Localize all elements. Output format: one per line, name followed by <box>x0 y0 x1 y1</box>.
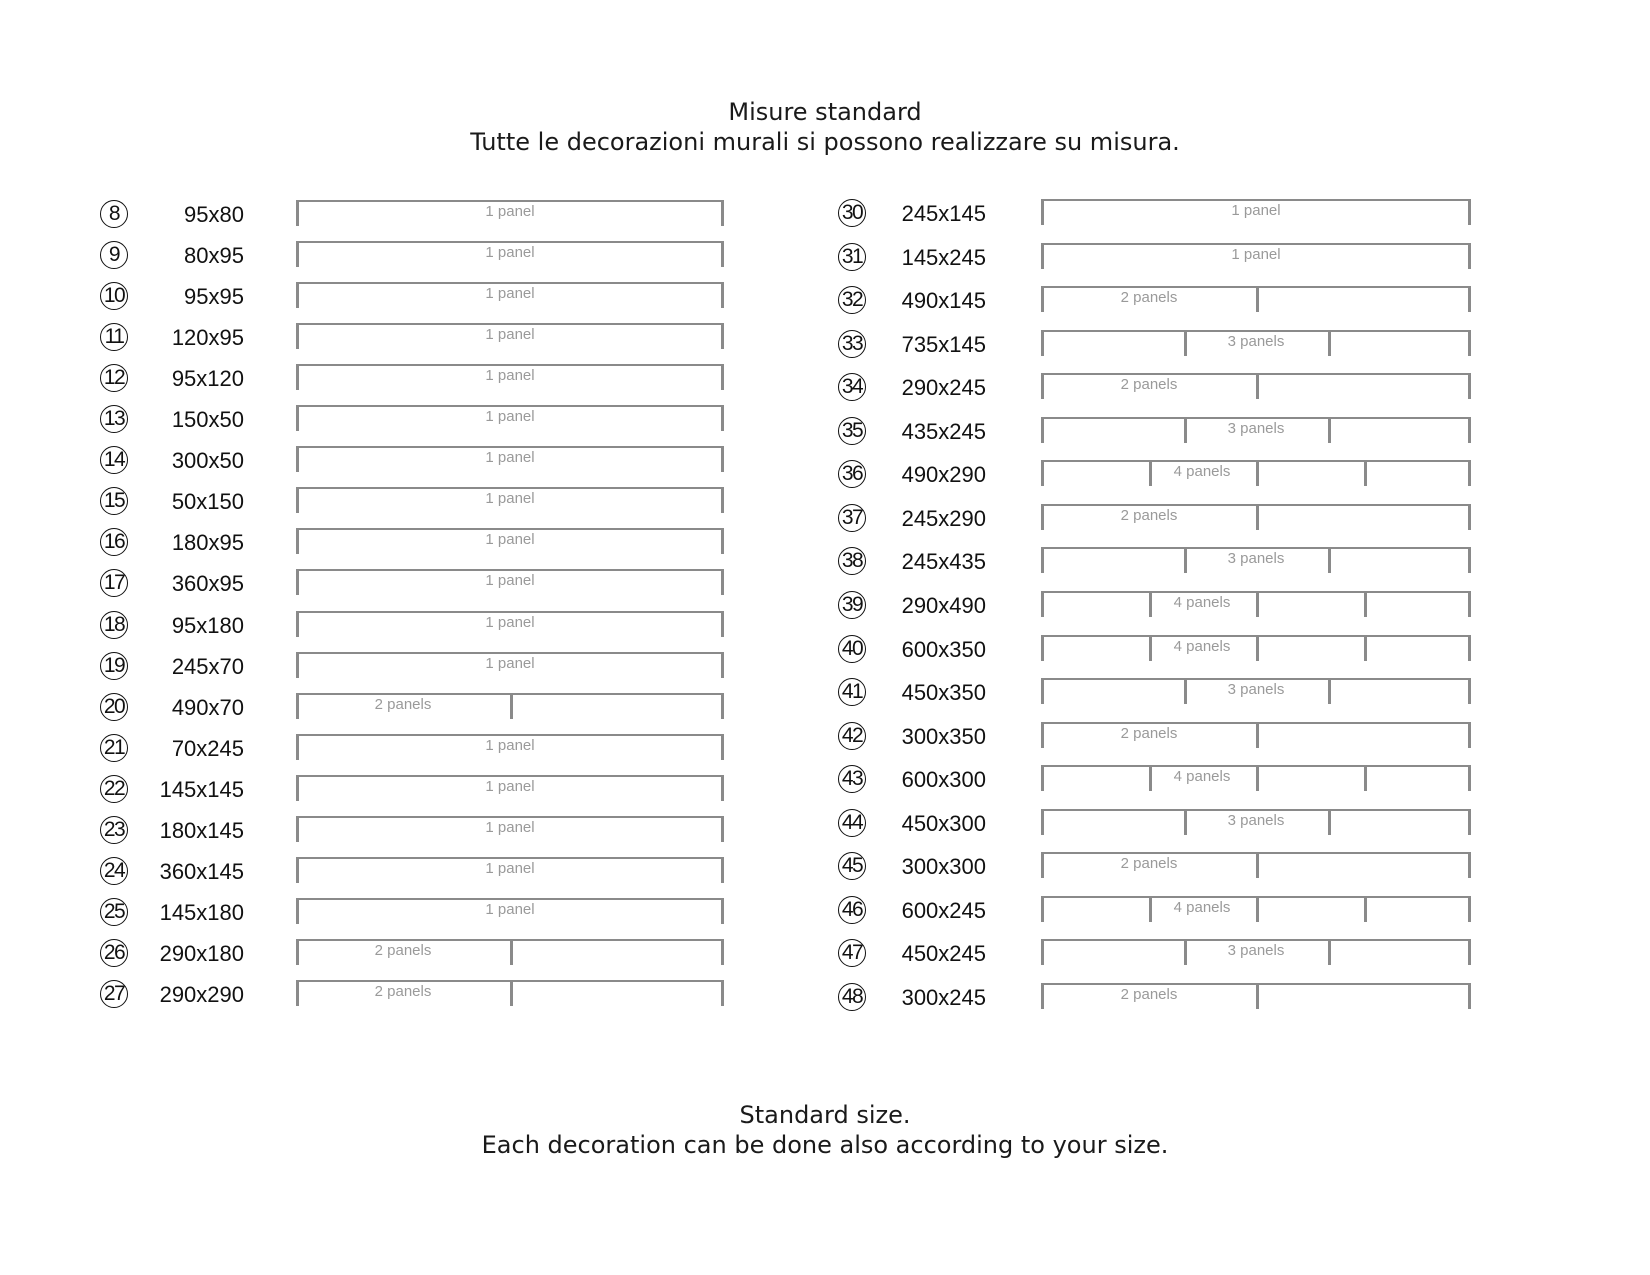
panel-count-label: 4 panels <box>1173 637 1231 655</box>
panel-count-label: 4 panels <box>1173 593 1231 611</box>
size-row <box>0 722 1650 752</box>
item-number-badge: 31 <box>838 243 866 271</box>
panel-count-label: 3 panels <box>1227 681 1285 699</box>
item-number-badge: 22 <box>100 775 128 803</box>
panel-divider <box>1468 809 1471 835</box>
panel-divider <box>1468 199 1471 225</box>
item-number-badge: 40 <box>838 635 866 663</box>
panel-diagram <box>1041 939 1471 965</box>
panel-count-label: 1 panel <box>485 449 535 467</box>
size-row <box>0 373 1650 403</box>
item-number-badge: 48 <box>838 983 866 1011</box>
panel-divider <box>1256 373 1259 399</box>
item-number-badge: 43 <box>838 765 866 793</box>
size-row <box>0 809 1650 839</box>
panel-divider <box>1256 460 1259 486</box>
panel-divider <box>1468 330 1471 356</box>
item-number-badge: 42 <box>838 722 866 750</box>
panel-top-line <box>1041 678 1471 680</box>
item-number-badge: 11 <box>100 323 128 351</box>
panel-divider <box>1041 591 1044 617</box>
panel-divider <box>1468 635 1471 661</box>
panel-count-label: 1 panel <box>1231 245 1281 263</box>
panel-divider <box>1041 330 1044 356</box>
panel-divider <box>1149 765 1152 791</box>
panel-divider <box>1256 983 1259 1009</box>
panel-count-label: 4 panels <box>1173 768 1231 786</box>
size-label: 245x435 <box>901 549 986 575</box>
panel-count-label: 4 panels <box>1173 898 1231 916</box>
panel-top-line <box>1041 809 1471 811</box>
panel-divider <box>1468 765 1471 791</box>
panel-divider <box>1328 678 1331 704</box>
footer-title: Standard size. <box>739 1101 911 1129</box>
panel-top-line <box>1041 417 1471 419</box>
panel-divider <box>1041 678 1044 704</box>
panel-divider <box>1364 591 1367 617</box>
item-number-badge: 46 <box>838 896 866 924</box>
size-row <box>0 765 1650 795</box>
item-number-badge: 8 <box>100 200 128 228</box>
panel-count-label: 1 panel <box>485 736 535 754</box>
item-number-badge: 38 <box>838 547 866 575</box>
panel-diagram <box>1041 504 1471 530</box>
panel-divider <box>1256 635 1259 661</box>
item-number-badge: 32 <box>838 286 866 314</box>
item-number-badge: 45 <box>838 852 866 880</box>
panel-count-label: 2 panels <box>1120 985 1178 1003</box>
panel-divider <box>1364 896 1367 922</box>
panel-divider <box>1256 896 1259 922</box>
panel-divider <box>1041 373 1044 399</box>
item-number-badge: 23 <box>100 816 128 844</box>
panel-divider <box>1041 199 1044 225</box>
size-label: 120x95 <box>171 325 244 351</box>
panel-top-line <box>296 282 724 284</box>
panel-divider <box>1328 547 1331 573</box>
panel-diagram <box>1041 243 1471 269</box>
panel-divider <box>1041 460 1044 486</box>
item-number-badge: 16 <box>100 528 128 556</box>
size-label: 80x95 <box>184 243 244 269</box>
header-subtitle: Tutte le decorazioni murali si possono realizzare su misura. <box>470 128 1180 156</box>
panel-count-label: 1 panel <box>485 490 535 508</box>
size-row <box>0 983 1650 1013</box>
panel-count-label: 1 panel <box>1231 202 1281 219</box>
panel-count-label: 1 panel <box>485 244 535 262</box>
size-label: 95x180 <box>171 612 244 638</box>
panel-diagram <box>1041 852 1471 878</box>
size-label: 290x490 <box>901 592 986 618</box>
item-number-badge: 12 <box>100 364 128 392</box>
item-number-badge: 26 <box>100 939 128 967</box>
panel-count-label: 2 panels <box>1120 724 1178 742</box>
panel-top-line <box>1041 547 1471 549</box>
panel-top-line <box>296 323 724 325</box>
panel-count-label: 2 panels <box>374 941 432 959</box>
panel-count-label: 2 panels <box>1120 506 1178 524</box>
panel-divider <box>1468 286 1471 312</box>
panel-divider <box>1041 635 1044 661</box>
panel-divider <box>1256 591 1259 617</box>
size-label: 290x290 <box>159 981 244 1007</box>
panel-count-label: 1 panel <box>485 367 535 385</box>
item-number-badge: 20 <box>100 693 128 721</box>
panel-divider <box>1256 765 1259 791</box>
panel-divider <box>1468 373 1471 399</box>
panel-divider <box>1149 635 1152 661</box>
size-label: 50x150 <box>171 489 244 515</box>
panel-count-label: 1 panel <box>485 572 535 590</box>
panel-divider <box>1468 896 1471 922</box>
panel-divider <box>1468 678 1471 704</box>
panel-divider <box>1328 417 1331 443</box>
panel-diagram <box>1041 547 1471 573</box>
panel-divider <box>1328 809 1331 835</box>
item-number-badge: 14 <box>100 446 128 474</box>
size-label: 600x350 <box>901 636 986 662</box>
panel-count-label: 2 panels <box>1120 289 1178 307</box>
size-label: 145x145 <box>159 776 244 802</box>
size-row <box>0 243 1650 273</box>
panel-diagram <box>1041 809 1471 835</box>
item-number-badge: 25 <box>100 898 128 926</box>
item-number-badge: 33 <box>838 330 866 358</box>
size-row <box>0 417 1650 447</box>
item-number-badge: 21 <box>100 734 128 762</box>
size-row <box>0 939 1650 969</box>
size-row <box>0 896 1650 926</box>
panel-divider <box>1184 678 1187 704</box>
size-label: 360x95 <box>171 571 244 597</box>
panel-divider <box>1256 286 1259 312</box>
item-number-badge: 19 <box>100 652 128 680</box>
panel-count-label: 1 panel <box>485 203 535 220</box>
panel-diagram <box>1041 460 1471 486</box>
panel-divider <box>1328 330 1331 356</box>
panel-divider <box>1256 504 1259 530</box>
size-label: 600x245 <box>901 897 986 923</box>
page-header <box>0 97 1650 157</box>
item-number-badge: 9 <box>100 241 128 269</box>
size-label: 600x300 <box>901 767 986 793</box>
panel-top-line <box>1041 330 1471 332</box>
panel-divider <box>1149 460 1152 486</box>
panel-divider <box>1468 852 1471 878</box>
item-number-badge: 15 <box>100 487 128 515</box>
size-label: 300x50 <box>171 448 244 474</box>
panel-divider <box>1184 330 1187 356</box>
panel-divider <box>1041 983 1044 1009</box>
panel-diagram <box>1041 722 1471 748</box>
size-label: 95x120 <box>171 366 244 392</box>
panel-divider <box>1184 809 1187 835</box>
panel-count-label: 3 panels <box>1227 419 1285 437</box>
panel-divider <box>1468 939 1471 965</box>
panel-diagram <box>1041 983 1471 1009</box>
size-label: 300x350 <box>901 723 986 749</box>
item-number-badge: 27 <box>100 980 128 1008</box>
size-label: 145x180 <box>159 899 244 925</box>
size-label: 245x145 <box>901 201 986 226</box>
panel-count-label: 1 panel <box>485 531 535 549</box>
item-number-badge: 44 <box>838 809 866 837</box>
panel-diagram <box>1041 417 1471 443</box>
size-label: 145x245 <box>901 244 986 270</box>
panel-divider <box>1468 243 1471 269</box>
size-label: 290x245 <box>901 375 986 401</box>
size-row <box>0 286 1650 316</box>
panel-diagram <box>1041 678 1471 704</box>
item-number-badge: 18 <box>100 611 128 639</box>
panel-divider <box>1041 504 1044 530</box>
size-row <box>0 330 1650 360</box>
panel-diagram <box>1041 330 1471 356</box>
panel-divider <box>1041 939 1044 965</box>
panel-divider <box>1468 591 1471 617</box>
size-label: 95x95 <box>184 284 244 310</box>
item-number-badge: 13 <box>100 405 128 433</box>
panel-divider <box>1149 591 1152 617</box>
size-label: 300x245 <box>901 984 986 1010</box>
panel-divider <box>1468 722 1471 748</box>
panel-count-label: 2 panels <box>374 695 432 713</box>
size-label: 450x300 <box>901 810 986 836</box>
panel-count-label: 2 panels <box>1120 376 1178 394</box>
panel-divider <box>1468 460 1471 486</box>
size-label: 180x95 <box>171 530 244 556</box>
size-label: 245x70 <box>171 653 244 679</box>
size-row <box>0 504 1650 534</box>
size-label: 245x290 <box>901 505 986 531</box>
size-label: 150x50 <box>171 407 244 433</box>
size-row <box>0 460 1650 490</box>
panel-diagram <box>1041 286 1471 312</box>
panel-divider <box>1041 286 1044 312</box>
panel-divider <box>1468 417 1471 443</box>
panel-top-line <box>1041 939 1471 941</box>
panel-divider <box>1041 765 1044 791</box>
panel-divider <box>1184 547 1187 573</box>
panel-diagram <box>1041 591 1471 617</box>
panel-top-line <box>1041 243 1471 245</box>
size-label: 300x300 <box>901 854 986 880</box>
panel-divider <box>1041 547 1044 573</box>
panel-divider <box>1468 983 1471 1009</box>
panel-divider <box>1364 460 1367 486</box>
item-number-badge: 47 <box>838 939 866 967</box>
panel-count-label: 2 panels <box>1120 855 1178 873</box>
size-label: 290x180 <box>159 940 244 966</box>
panel-divider <box>1256 722 1259 748</box>
panel-count-label: 3 panels <box>1227 811 1285 829</box>
panel-count-label: 1 panel <box>485 900 535 918</box>
size-row <box>0 678 1650 708</box>
size-row <box>0 199 1650 229</box>
panel-count-label: 1 panel <box>485 654 535 672</box>
page-footer <box>0 1100 1650 1160</box>
panel-count-label: 2 panels <box>374 982 432 1000</box>
panel-diagram <box>1041 896 1471 922</box>
panel-divider <box>1041 852 1044 878</box>
item-number-badge: 36 <box>838 460 866 488</box>
header-title: Misure standard <box>728 98 922 126</box>
panel-count-label: 1 panel <box>485 777 535 795</box>
item-number-badge: 34 <box>838 373 866 401</box>
size-label: 490x70 <box>171 694 244 720</box>
panel-count-label: 1 panel <box>485 408 535 426</box>
panel-divider <box>1184 939 1187 965</box>
panel-count-label: 4 panels <box>1173 463 1231 481</box>
panel-divider <box>1041 243 1044 269</box>
panel-divider <box>1256 852 1259 878</box>
size-label: 70x245 <box>171 735 244 761</box>
size-label: 450x245 <box>901 941 986 967</box>
panel-divider <box>1041 417 1044 443</box>
size-label: 435x245 <box>901 418 986 444</box>
size-row <box>0 635 1650 665</box>
footer-subtitle: Each decoration can be done also according to your size. <box>481 1131 1169 1159</box>
panel-divider <box>1041 896 1044 922</box>
item-number-badge: 30 <box>838 199 866 227</box>
size-row <box>0 591 1650 621</box>
panel-count-label: 1 panel <box>485 613 535 631</box>
size-label: 450x350 <box>901 680 986 706</box>
panel-divider <box>1328 939 1331 965</box>
panel-count-label: 1 panel <box>485 285 535 303</box>
item-number-badge: 37 <box>838 504 866 532</box>
panel-diagram <box>1041 199 1471 225</box>
size-row <box>0 547 1650 577</box>
panel-count-label: 1 panel <box>485 818 535 836</box>
panel-divider <box>1184 417 1187 443</box>
item-number-badge: 39 <box>838 591 866 619</box>
size-label: 735x145 <box>901 331 986 357</box>
panel-count-label: 3 panels <box>1227 550 1285 568</box>
size-row <box>0 852 1650 882</box>
panel-divider <box>1041 809 1044 835</box>
item-number-badge: 41 <box>838 678 866 706</box>
panel-count-label: 3 panels <box>1227 332 1285 350</box>
panel-top-line <box>296 364 724 366</box>
size-label: 360x145 <box>159 858 244 884</box>
size-label: 490x290 <box>901 462 986 488</box>
panel-diagram <box>1041 765 1471 791</box>
panel-divider <box>1041 722 1044 748</box>
item-number-badge: 24 <box>100 857 128 885</box>
panel-diagram <box>1041 635 1471 661</box>
panel-divider <box>1364 765 1367 791</box>
panel-top-line <box>1041 199 1471 201</box>
panel-count-label: 1 panel <box>485 859 535 877</box>
panel-divider <box>1149 896 1152 922</box>
panel-diagram <box>1041 373 1471 399</box>
size-label: 490x145 <box>901 288 986 314</box>
size-label: 95x80 <box>184 202 244 227</box>
item-number-badge: 17 <box>100 569 128 597</box>
item-number-badge: 10 <box>100 282 128 310</box>
size-label: 180x145 <box>159 817 244 843</box>
panel-divider <box>1468 547 1471 573</box>
item-number-badge: 35 <box>838 417 866 445</box>
panel-divider <box>1364 635 1367 661</box>
panel-count-label: 1 panel <box>485 326 535 344</box>
panel-count-label: 3 panels <box>1227 942 1285 960</box>
panel-top-line <box>296 405 724 407</box>
panel-divider <box>1468 504 1471 530</box>
